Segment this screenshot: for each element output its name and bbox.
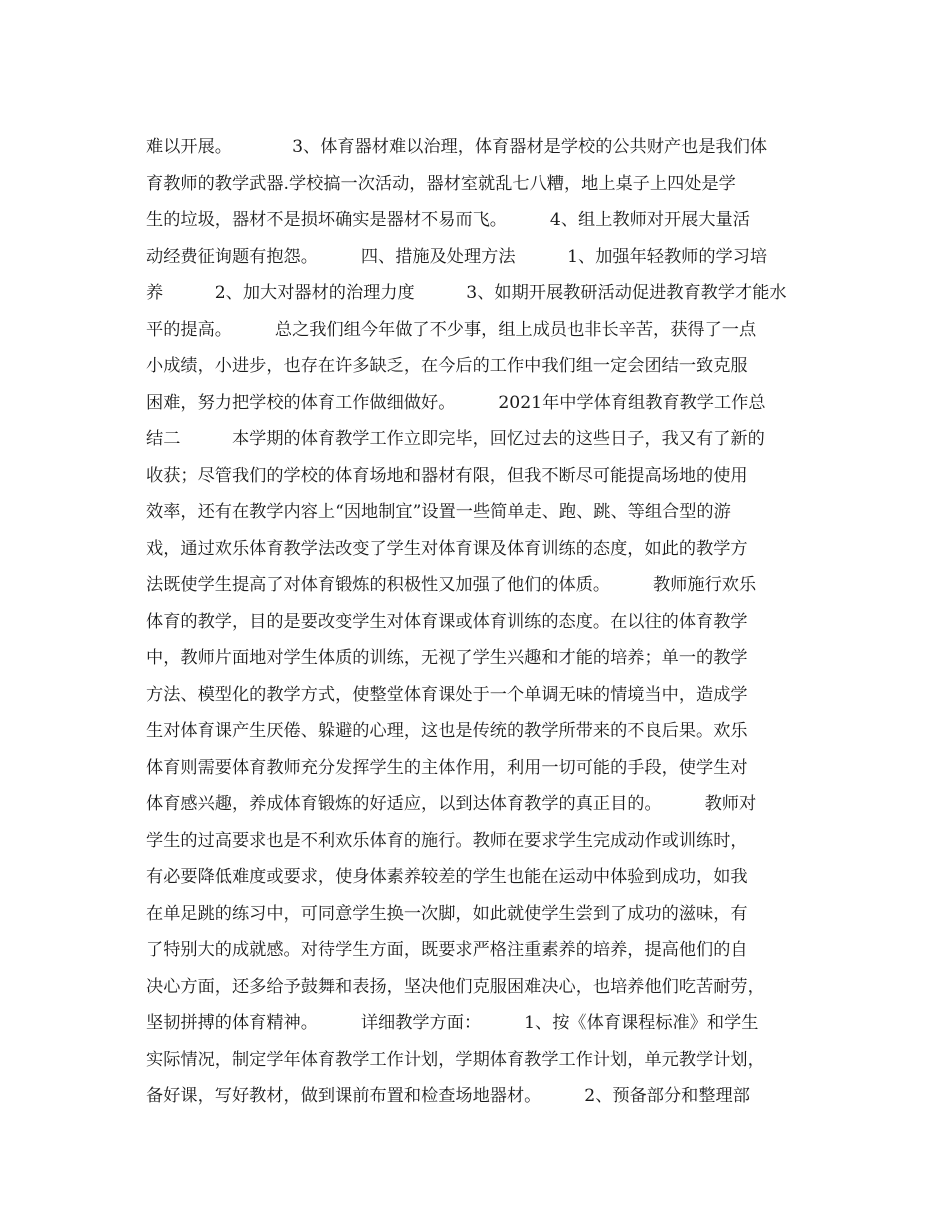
text-line: 动经费征询题有抱怨。 四、措施及处理方法 1、加强年轻教师的学习培 <box>146 246 768 267</box>
text-line: 育教师的教学武器.学校搞一次活动，器材室就乱七八糟，地上桌子上四处是学 <box>146 173 736 194</box>
text-line: 坚韧拼搏的体育精神。 详细教学方面： 1、按《体育课程标准》和学生 <box>146 1013 759 1033</box>
text-line: 实际情况，制定学年体育教学工作计划，学期体育教学工作计划，单元教学计划， <box>146 1049 765 1070</box>
text-line: 体育则需要体育教师充分发挥学生的主体作用，利用一切可能的手段，使学生对 <box>146 757 748 778</box>
body-text <box>146 129 826 1115</box>
text-line: 难以开展。 3、体育器材难以治理，体育器材是学校的公共财产也是我们体 <box>146 137 768 157</box>
text-line: 备好课，写好教材，做到课前布置和检查场地器材。 2、预备部分和整理部 <box>146 1086 750 1106</box>
text-line: 有必要降低难度或要求，使身体素养较差的学生也能在运动中体验到成功，如我 <box>146 867 748 887</box>
text-line: 生对体育课产生厌倦、躲避的心理，这也是传统的教学所带来的不良后果。欢乐 <box>146 721 748 741</box>
text-line: 方法、模型化的教学方式，使整堂体育课处于一个单调无味的情境当中，造成学 <box>146 684 748 705</box>
text-line: 中，教师片面地对学生体质的训练，无视了学生兴趣和才能的培养；单一的教学 <box>146 648 748 668</box>
text-line: 体育的教学，目的是要改变学生对体育课或体育训练的态度。在以往的体育教学 <box>146 611 748 632</box>
text-line: 体育感兴趣，养成体育锻炼的好适应，以到达体育教学的真正目的。 教师对 <box>146 794 757 814</box>
text-line: 结二 本学期的体育教学工作立即完毕，回忆过去的这些日子，我又有了新的 <box>146 429 765 449</box>
text-line: 小成绩，小进步，也存在许多缺乏，在今后的工作中我们组一定会团结一致克服 <box>146 356 748 376</box>
text-line: 了特别大的成就感。对待学生方面，既要求严格注重素养的培养，提高他们的自 <box>146 940 748 960</box>
text-line: 在单足跳的练习中，可同意学生换一次脚，如此就使学生尝到了成功的滋味，有 <box>146 903 748 924</box>
text-line: 困难，努力把学校的体育工作做细做好。 2021年中学体育组教育教学工作总 <box>146 392 766 413</box>
text-line: 决心方面，还多给予鼓舞和表扬，坚决他们克服困难决心，也培养他们吃苦耐劳， <box>146 976 765 997</box>
text-line: 生的垃圾，器材不是损坏确实是器材不易而飞。 4、组上教师对开展大量活 <box>146 210 750 230</box>
text-line: 学生的过高要求也是不利欢乐体育的施行。教师在要求学生完成动作或训练时， <box>146 830 748 851</box>
text-line: 法既使学生提高了对体育锻炼的积极性又加强了他们的体质。 教师施行欢乐 <box>146 575 757 595</box>
text-line: 平的提高。 总之我们组今年做了不少事，组上成员也非长辛苦，获得了一点 <box>146 319 757 340</box>
text-line: 收获；尽管我们的学校的体育场地和器材有限，但我不断尽可能提高场地的使用 <box>146 465 748 486</box>
text-line: 戏，通过欢乐体育教学法改变了学生对体育课及体育训练的态度，如此的教学方 <box>146 538 748 559</box>
text-line: 养 2、加大对器材的治理力度 3、如期开展教研活动促进教育教学才能水 <box>146 283 787 303</box>
text-line: 效率，还有在教学内容上“因地制宜”设置一些简单走、跑、跳、等组合型的游 <box>146 502 731 522</box>
